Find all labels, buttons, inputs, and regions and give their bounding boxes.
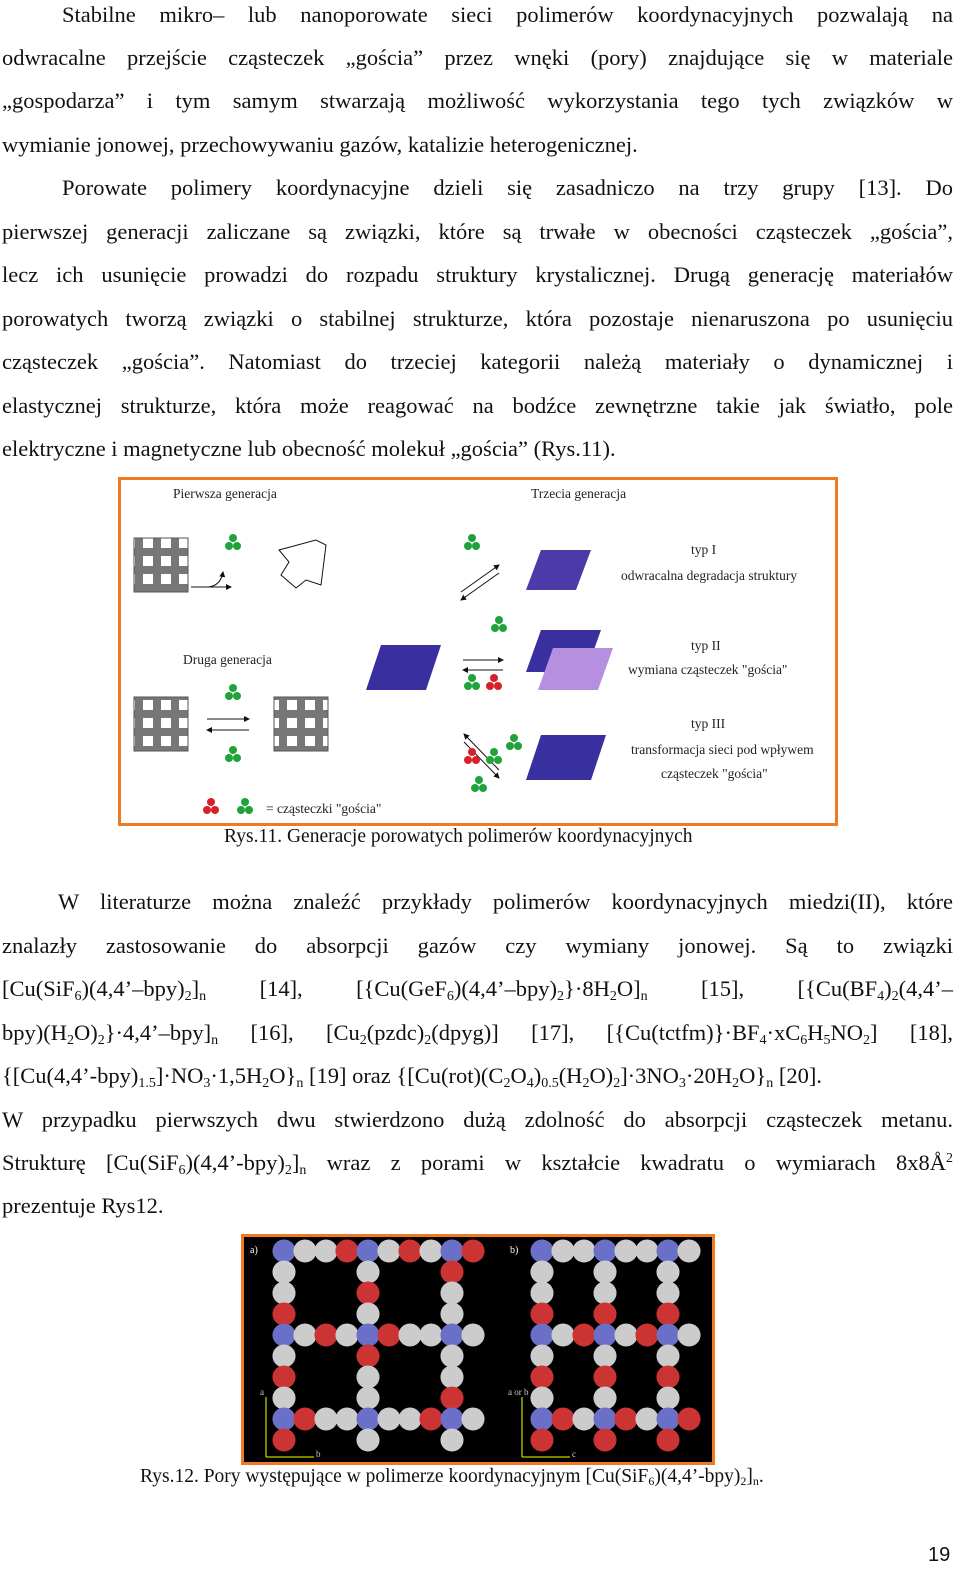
atom [635,1239,658,1262]
guest-molecule [491,624,499,632]
guest-molecule [203,806,211,814]
atom [656,1386,679,1409]
atom [377,1323,400,1346]
label-third-generation: Trzecia generacja [531,486,627,501]
atom [593,1386,616,1409]
guest-molecule [495,616,503,624]
atom [572,1239,595,1262]
atom [440,1365,463,1388]
atom [356,1365,379,1388]
atom [398,1323,421,1346]
guest-molecule [514,742,522,750]
atom [593,1365,616,1388]
atom [614,1239,637,1262]
atom [440,1386,463,1409]
panel-a-label: a) [250,1245,258,1256]
atom [530,1386,553,1409]
guest-molecule [494,682,502,690]
atom [551,1323,574,1346]
text-line: odwracalne przejście cząsteczek „gościa” przez wnęki (pory) znajdujące się w materiale [2,45,953,70]
atom [272,1407,295,1430]
guest-molecule [472,682,480,690]
guest-molecule [506,742,514,750]
atom [551,1407,574,1430]
atom [356,1239,379,1262]
panel-b-label: b) [510,1245,519,1256]
legend-guest-molecules: = cząsteczki "gościa" [266,801,382,816]
atom [461,1239,484,1262]
atom [440,1260,463,1283]
guest-molecule [207,798,215,806]
text-line: cząsteczek „gościa”. Natomiast do trzeciej kategorii należą materiały o dynamicznej i [2,349,953,374]
atom [293,1323,316,1346]
atom [530,1302,553,1325]
text-line: elektryczne i magnetyczne lub obecność molekuł „gościa” (Rys.11). [2,436,616,461]
text-line: Stabilne mikro– lub nanoporowate sieci polimerów koordynacyjnych pozwalają na [62,2,953,27]
guest-molecule [468,674,476,682]
atom [272,1386,295,1409]
atom [440,1281,463,1304]
atom [377,1407,400,1430]
atom [272,1428,295,1451]
atom [335,1407,358,1430]
atom [356,1260,379,1283]
atom [272,1281,295,1304]
figure-pores-drawing [244,1237,712,1462]
atom [656,1428,679,1451]
guest-molecule [479,784,487,792]
atom [272,1239,295,1262]
atom [440,1344,463,1367]
axis-label: c [572,1449,576,1459]
atom [440,1302,463,1325]
figure-pores [241,1234,715,1465]
atom [377,1239,400,1262]
text-line: W literaturze można znaleźć przykłady polimerów koordynacyjnych miedzi(II), które [58,889,953,914]
atom [593,1260,616,1283]
guest-molecule [245,806,253,814]
guest-molecule [229,746,237,754]
atom [593,1344,616,1367]
atom [656,1323,679,1346]
atom [593,1407,616,1430]
atom [440,1428,463,1451]
guest-molecule [233,692,241,700]
text-line: porowatych tworzą związki o stabilnej strukturze, która pozostaje nienaruszona po usunięciu [2,306,953,331]
label-type-2-desc: wymiana cząsteczek "gościa" [628,662,788,677]
text-line: elastycznej strukturze, która może reagować na bodźce zewnętrzne takie jak światło, pole [2,393,953,418]
axis-label: b [316,1449,321,1459]
label-type-1-desc: odwracalna degradacja struktury [621,568,798,583]
atom [419,1407,442,1430]
atom [551,1239,574,1262]
formula-line: $\{[Cu(4,4’-bpy)_{1.5}]\cdot NO_3\cdot 1,5H_2O\}_n$ [19] oraz $\{[Cu(rot)(C_2O_4)_{0.5}(H_2O)_2]\cdot 3NO_3\cdot 20H_2O\}_n$ [20]. [2,1063,822,1091]
atom [356,1344,379,1367]
atom [356,1386,379,1409]
atom [677,1239,700,1262]
guest-molecule [229,684,237,692]
atom [356,1428,379,1451]
atom [530,1344,553,1367]
guest-molecule [225,542,233,550]
guest-molecule [211,806,219,814]
text-line: prezentuje Rys12. [2,1193,164,1218]
atom [314,1239,337,1262]
atom [593,1428,616,1451]
atom [530,1428,553,1451]
atom [419,1239,442,1262]
collapsed-structure-icon [279,540,326,588]
atom [461,1407,484,1430]
page-number: 19 [928,1544,951,1566]
atom [677,1323,700,1346]
atom [272,1260,295,1283]
atom [314,1323,337,1346]
atom [335,1239,358,1262]
atom [656,1344,679,1367]
label-type-3-desc: cząsteczek "gościa" [661,766,768,781]
atom [530,1407,553,1430]
atom [293,1407,316,1430]
atom [530,1365,553,1388]
atom [461,1323,484,1346]
guest-molecule [233,754,241,762]
atom [440,1239,463,1262]
atom [656,1260,679,1283]
guest-molecule [225,754,233,762]
guest-molecule [486,756,494,764]
atom [656,1365,679,1388]
atom [272,1302,295,1325]
atom [419,1323,442,1346]
guest-molecule [486,682,494,690]
guest-molecule [468,534,476,542]
atom [440,1323,463,1346]
atom [440,1407,463,1430]
atom [593,1323,616,1346]
atom [614,1323,637,1346]
guest-molecule [472,756,480,764]
atom [635,1323,658,1346]
atom [293,1239,316,1262]
label-first-generation: Pierwsza generacja [173,486,277,501]
figure-generations [118,477,838,826]
atom [572,1407,595,1430]
label-type-1: typ I [691,542,717,557]
atom [356,1407,379,1430]
label-type-2: typ II [691,638,721,653]
guest-molecule [229,534,237,542]
axis-label: a or b [508,1387,529,1397]
guest-molecule [468,748,476,756]
atom [593,1239,616,1262]
atom [635,1407,658,1430]
atom [398,1407,421,1430]
label-second-generation: Druga generacja [183,652,272,667]
atom [677,1407,700,1430]
atom [530,1281,553,1304]
guest-molecule [233,542,241,550]
guest-molecule [237,806,245,814]
atom [530,1260,553,1283]
guest-molecule [510,734,518,742]
atom [572,1323,595,1346]
formula-line: $[Cu(SiF_6)(4,4’-bpy)_2]_n$ [14], $[\{Cu(GeF_6)(4,4’-bpy)_2\}\cdot 8H_2O]_n$ [15], [{$Cu(BF_4)_2(4,4’-$ [2,976,953,1004]
guest-molecule [499,624,507,632]
pore-structure-a [272,1239,484,1451]
atom [335,1323,358,1346]
atom [272,1344,295,1367]
label-type-3-desc: transformacja sieci pod wpływem [631,742,814,757]
atom [656,1302,679,1325]
guest-molecule [464,542,472,550]
guest-molecule [472,542,480,550]
atom [356,1323,379,1346]
atom [314,1407,337,1430]
atom [614,1407,637,1430]
text-line: pierwszej generacji zaliczane są związki, które są trwałe w obecności cząsteczek „gościa”, [2,219,953,244]
guest-molecule [494,756,502,764]
formula-line: $bpy)(H_2O)_2\}\cdot 4,4’-bpy]_n$ [16], $[Cu_2(pzdc)_2(dpyg)]$ [17], $[\{Cu(tctfm)\}\cdot BF_4\cdot xC_6H_5NO_2]$ [18], [2,1020,953,1048]
atom [593,1302,616,1325]
text-line: Strukturę $[Cu(SiF_6)(4,4’-bpy)_2]_n$ wraz z porami w kształcie kwadratu o wymiarach $8x8Å^2$ [2,1150,954,1178]
atom [272,1323,295,1346]
text-line: wymianie jonowej, przechowywaniu gazów, katalizie heterogenicznej. [2,132,638,157]
atom [593,1281,616,1304]
text-line: znalazły zastosowanie do absorpcji gazów czy wymiany jonowej. Są to związki [2,933,953,958]
guest-molecule [225,692,233,700]
atom [656,1281,679,1304]
guest-molecule [490,674,498,682]
atom [530,1239,553,1262]
atom [530,1323,553,1346]
atom [398,1239,421,1262]
guest-molecule [490,748,498,756]
text-line: „gospodarza” i tym samym stwarzają możliwość wykorzystania tego tych związków w [2,88,953,113]
pore-structure-b [530,1239,700,1451]
text-line: W przypadku pierwszych dwu stwierdzono dużą zdolność do absorpcji cząsteczek metanu. [2,1107,953,1132]
framework-icon [134,538,188,592]
text-line: Porowate polimery koordynacyjne dzieli się zasadniczo na trzy grupy [13]. Do [62,175,953,200]
guest-molecule [464,756,472,764]
atom [272,1365,295,1388]
text-line: lecz ich usunięcie prowadzi do rozpadu struktury krystalicznej. Drugą generację materiałów [2,262,953,287]
label-type-3: typ III [691,716,726,731]
figure-12-caption: Rys.12. Pory występujące w polimerze koordynacyjnym $[Cu(SiF_6)(4,4’-bpy)_2]_n$. [140,1466,764,1488]
guest-molecule [241,798,249,806]
atom [356,1281,379,1304]
atom [656,1239,679,1262]
figure-11-caption: Rys.11. Generacje porowatych polimerów koordynacyjnych [224,826,693,847]
atom [656,1407,679,1430]
axis-label: a [260,1387,264,1397]
guest-molecule [471,784,479,792]
guest-molecule [464,682,472,690]
atom [356,1302,379,1325]
guest-molecule [475,776,483,784]
